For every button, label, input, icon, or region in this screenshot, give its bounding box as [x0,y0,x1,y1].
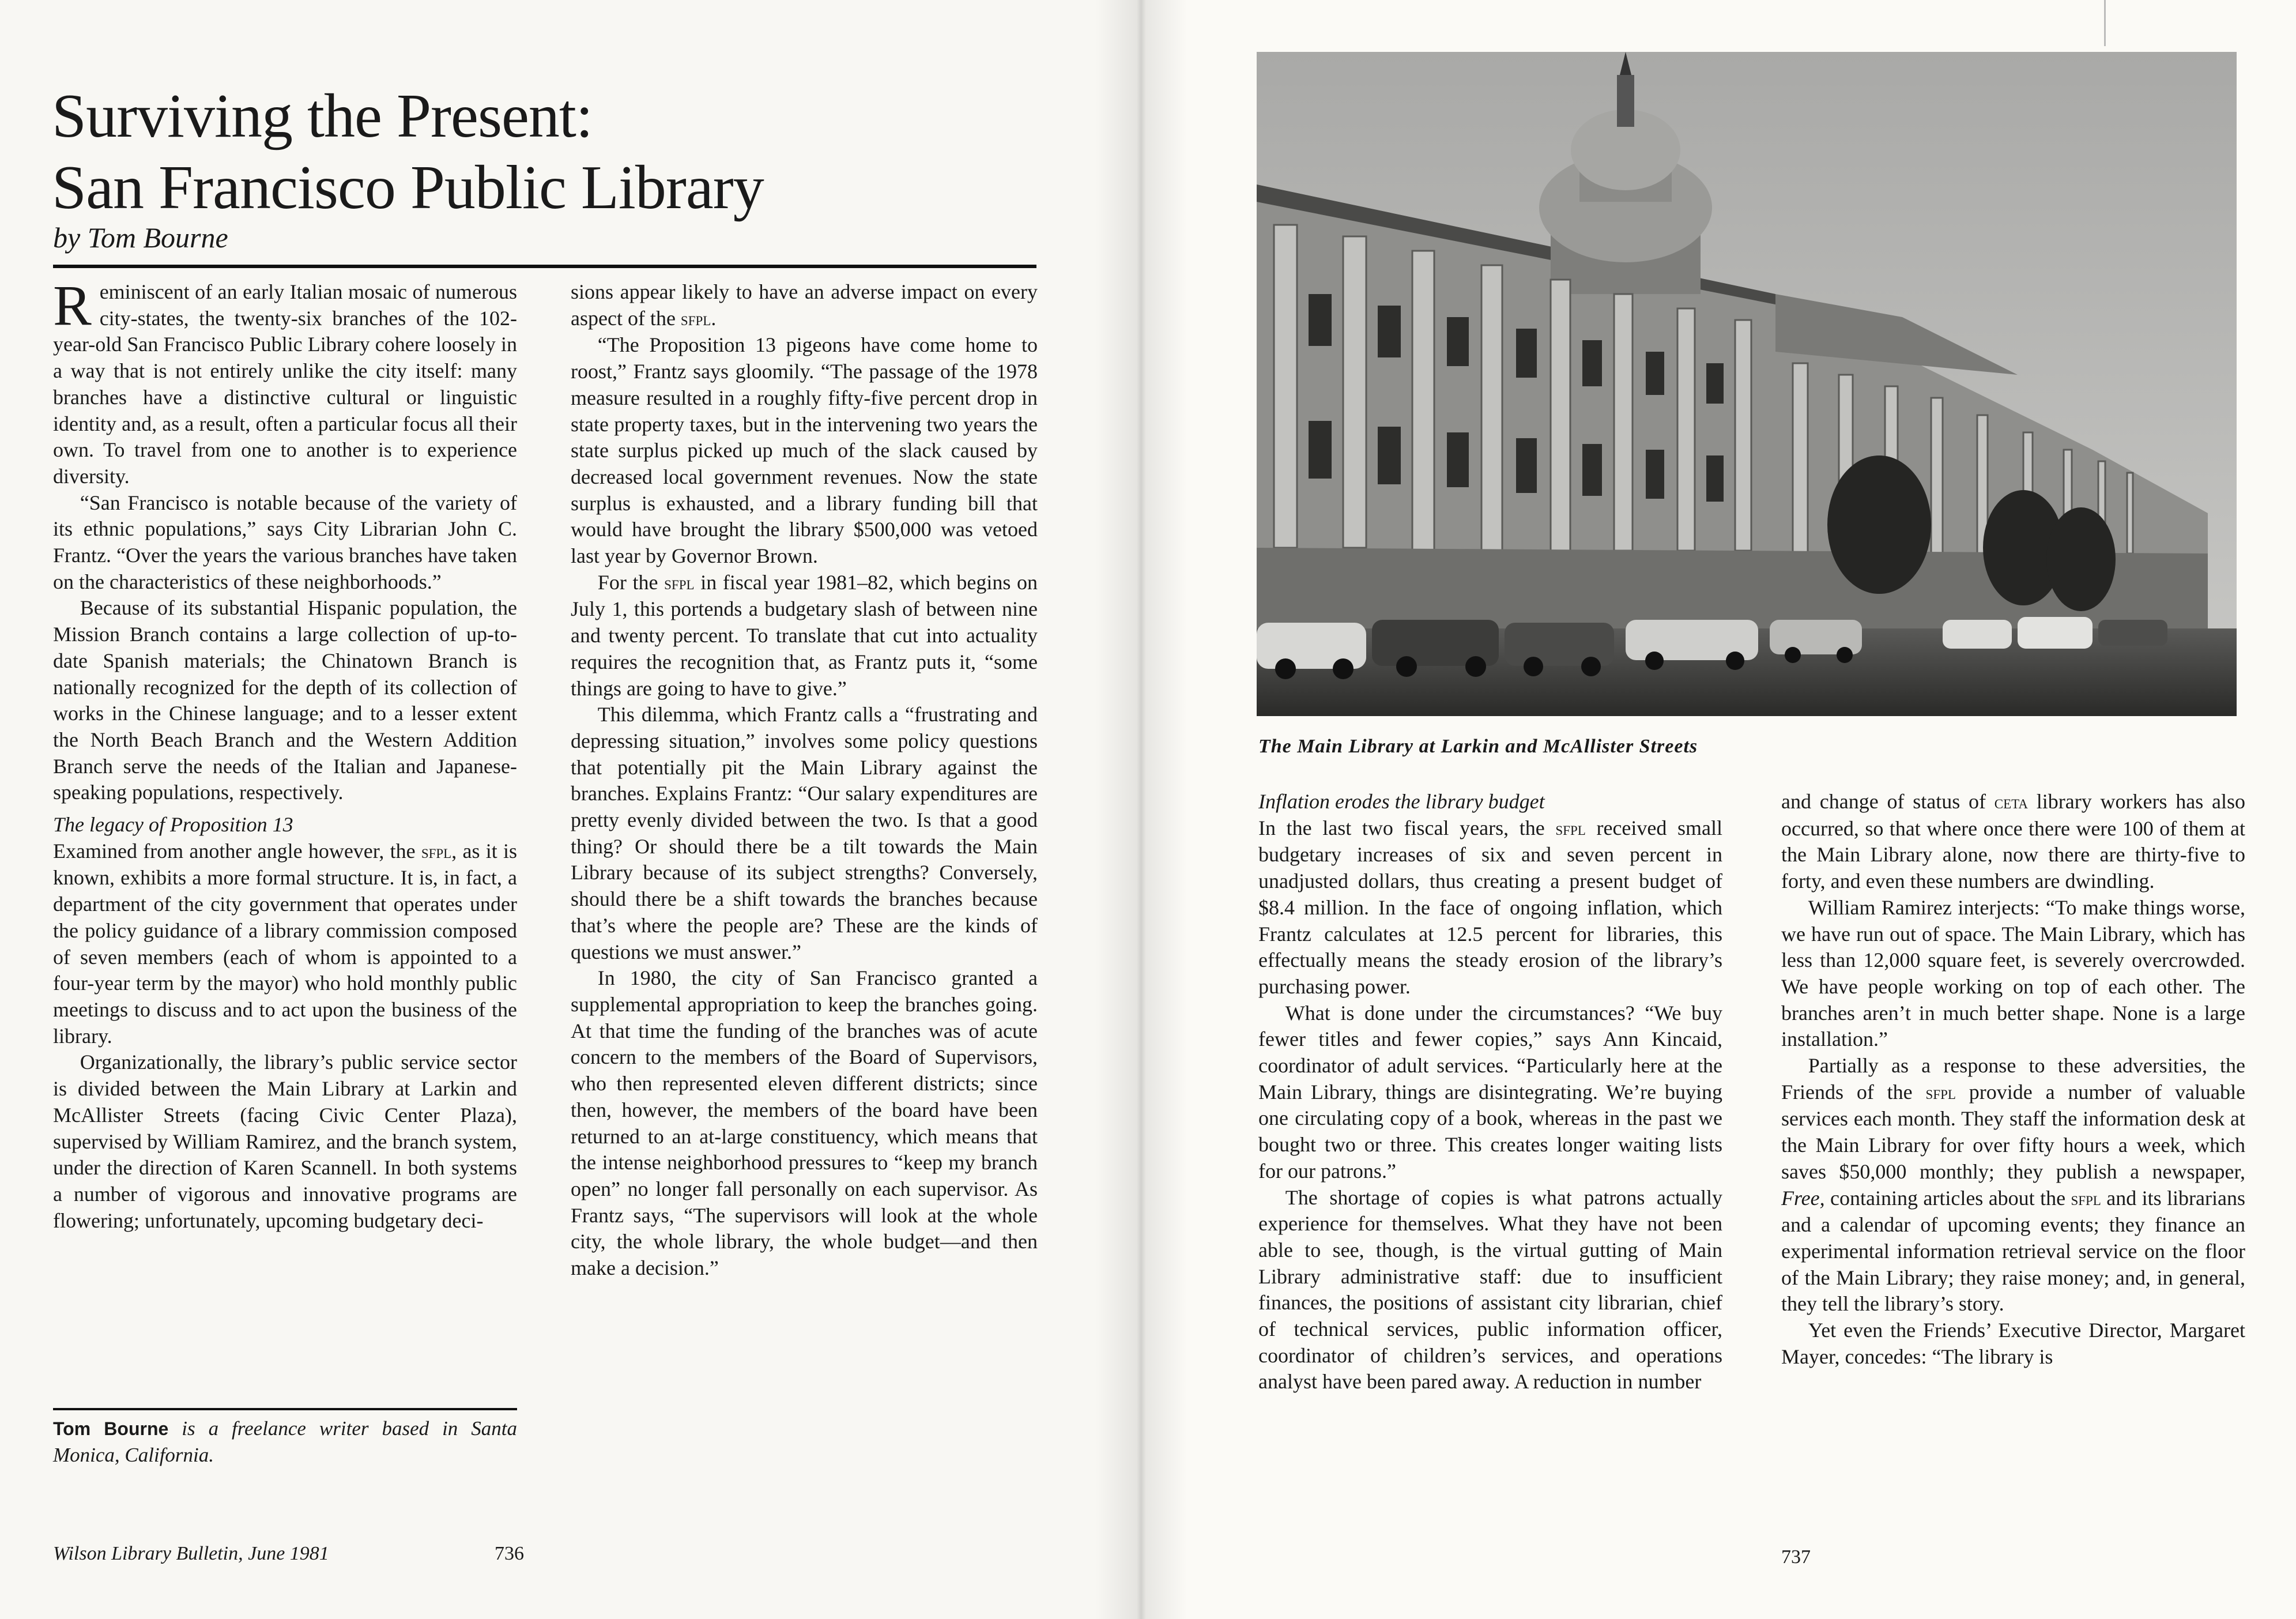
author-bio [53,1415,517,1469]
title-rule [53,265,1036,268]
paragraph: William Ramirez interjects: “To make things worse, we have run out of space. The Main Library, which has less than 12,000 square feet, is severely overcrowded. We have people working on top of each other. The branches aren’t in much better shape. None is a large installation.” [1781,895,2245,1051]
byline: by Tom Bourne [53,221,228,254]
paragraph: The shortage of copies is what patrons actually experience for themselves. What they have not been able to see, though, is the virtual gutting of Main Library administrative staff: due to insufficient finances, the positions of assistant city librarian, chief of technical services, public information officer, coordinator of children’s services, and operations analyst have been pared away. A reduction in number [1258,1185,1722,1394]
paragraph: sions appear likely to have an adverse impact on every aspect of the sfpl. [571,280,1038,330]
paragraph: “The Proposition 13 pigeons have come home to roost,” Frantz says gloomily. “The passage of the 1978 measure resulted in a roughly fifty-five percent drop in state property taxes, but in the intervening two years the state surplus picked up much of the slack caused by decreased local government revenues. Now the state surplus is exhausted, and a library funding bill that would have brought the library $500,000 was vetoed last year by Governor Brown. [571,333,1038,568]
ceta-abbreviation: ceta [1994,792,2028,813]
paragraph: Partially as a response to these adversities, the Friends of the sfpl provide a number of valuable services each month. They staff the information desk at the Main Library for over fifty hours a week, which saves $50,000 monthly; they publish a newspaper, Free, containing articles about the sfpl and its librarians and a calendar of upcoming events; they finance an experimental information retrieval service on the floor of the Main Library; they raise money; and, in general, they tell the library’s story. [1781,1054,2245,1316]
page-number-left: 736 [495,1543,524,1564]
sfpl-abbreviation: sfpl [2071,1188,2101,1210]
section-heading: Inflation erodes the library budget [1258,790,1545,813]
paragraph: This dilemma, which Frantz calls a “frustrating and depressing situation,” involves some policy questions that potentially pit the Main Library against the branches. Explains Frantz: “Our salary expenditures are pretty evenly divided between the two. Is that a good thing? Or should there be a tilt towards the Main Library because of its subject strengths? Conversely, should there be a shift towards the branches because that’s where the people are? These are the kinds of questions we must answer.” [571,703,1038,963]
page-number-right: 737 [1781,1546,1811,1568]
bio-rule [53,1408,517,1410]
title-line-2: San Francisco Public Library [52,153,764,222]
title-line-1: Surviving the Present: [52,82,593,150]
sfpl-abbreviation: sfpl [1925,1082,1956,1104]
running-footer: Wilson Library Bulletin, June 1981 [53,1543,329,1564]
page-edge-mark [2104,0,2106,46]
section-heading: The legacy of Proposition 13 [53,813,293,837]
newspaper-title: Free, [1781,1186,1825,1210]
paragraph: “San Francisco is notable because of the variety of its ethnic populations,” says City Librarian John C. Frantz. “Over the years the various branches have taken on the characteristics of these neighborhoods.” [53,491,517,593]
author-bio-text: is a freelance writer based in Santa Monica, California. [53,1417,517,1466]
paragraph: Because of its substantial Hispanic population, the Mission Branch contains a large collection of up-to-date Spanish materials; the Chinatown Branch is nationally recognized for the depth of its collection of works in the Chinese language; and to a lesser extent the North Beach Branch and the Western Addition Branch serve the needs of the Italian and Japanese-speaking populations, respectively. [53,596,517,804]
paragraph: In 1980, the city of San Francisco granted a supplemental appropriation to keep the branches going. At that time the funding of the branches was of acute concern to the members of the Board of Supervisors, who then represented eleven different districts; since then, however, the members of the board have been returned to an at-large constituency, which means that the intense neighborhood pressures to “keep my branch open” no longer fall personally on each supervisor. As Frantz says, “The supervisors will look at the whole city, the whole library, the whole budget—and then make a decision.” [571,966,1038,1280]
paragraph: Organizationally, the library’s public service sector is divided between the Main Library at Larkin and McAllister Streets (facing Civic Center Plaza), supervised by William Ramirez, and the branch system, under the direction of Karen Scannell. In both systems a number of vigorous and innovative programs are flowering; unfortunately, upcoming budgetary deci- [53,1051,517,1232]
paragraph: Reminiscent of an early Italian mosaic of numerous city-states, the twenty-six branches of the 102-year-old San Francisco Public Library cohere loosely in a way that is not entirely unlike the city itself: many branches have a distinctive cultural or linguistic identity and, as a result, often a particular focus all their own. To travel from one to another is to experience diversity. [53,273,517,488]
photo-caption: The Main Library at Larkin and McAllister Streets [1258,736,1698,757]
sfpl-abbreviation: sfpl [421,841,452,863]
sfpl-abbreviation: sfpl [680,308,711,330]
sfpl-abbreviation: sfpl [1555,818,1586,839]
right-column-2 [1781,789,2245,1370]
left-column-2 [571,279,1038,1282]
paragraph: In the last two fiscal years, the sfpl received small budgetary increases of six and seven percent in unadjusted dollars, thus creating a present budget of $8.4 million. In the face of ongoing inflation, which Frantz calculates at 12.5 percent for libraries, this effectually means the steady erosion of the library’s purchasing power. [1258,816,1723,998]
drop-cap: R [53,273,92,337]
library-building-photo [1257,52,2237,716]
left-column-1 [53,273,517,1234]
right-column-1 [1258,789,1722,1395]
paragraph: What is done under the circumstances? “We buy fewer titles and fewer copies,” says Ann Kincaid, coordinator of adult services. “Particularly here at the Main Library, things are disintegrating. We’re buying one circulating copy of a book, whereas in the past we bought two or three. This creates longer waiting lists for our patrons.” [1258,1001,1722,1183]
sfpl-abbreviation: sfpl [664,572,695,594]
paragraph: Examined from another angle however, the sfpl, as it is known, exhibits a more formal structure. It is, in fact, a department of the city government that operates under the policy guidance of a library commission composed of seven members (each of whom is appointed to a four-year term by the mayor) who hold monthly public meetings to discuss and to act upon the business of the library. [53,839,517,1048]
book-gutter [1095,0,1187,1619]
paragraph: For the sfpl in fiscal year 1981–82, which begins on July 1, this portends a budgetary slash of between nine and twenty percent. To translate that cut into actuality requires the recognition that, as Frantz puts it, “some things are going to have to give.” [571,570,1038,700]
paragraph: Yet even the Friends’ Executive Director, Margaret Mayer, concedes: “The library is [1781,1319,2245,1368]
author-name: Tom Bourne [53,1418,169,1439]
paragraph: and change of status of ceta library workers has also occurred, so that where once there were 100 of them at the Main Library alone, now there are thirty-five to forty, and even these numbers are dwindling. [1781,790,2246,893]
article-title [52,81,1032,224]
